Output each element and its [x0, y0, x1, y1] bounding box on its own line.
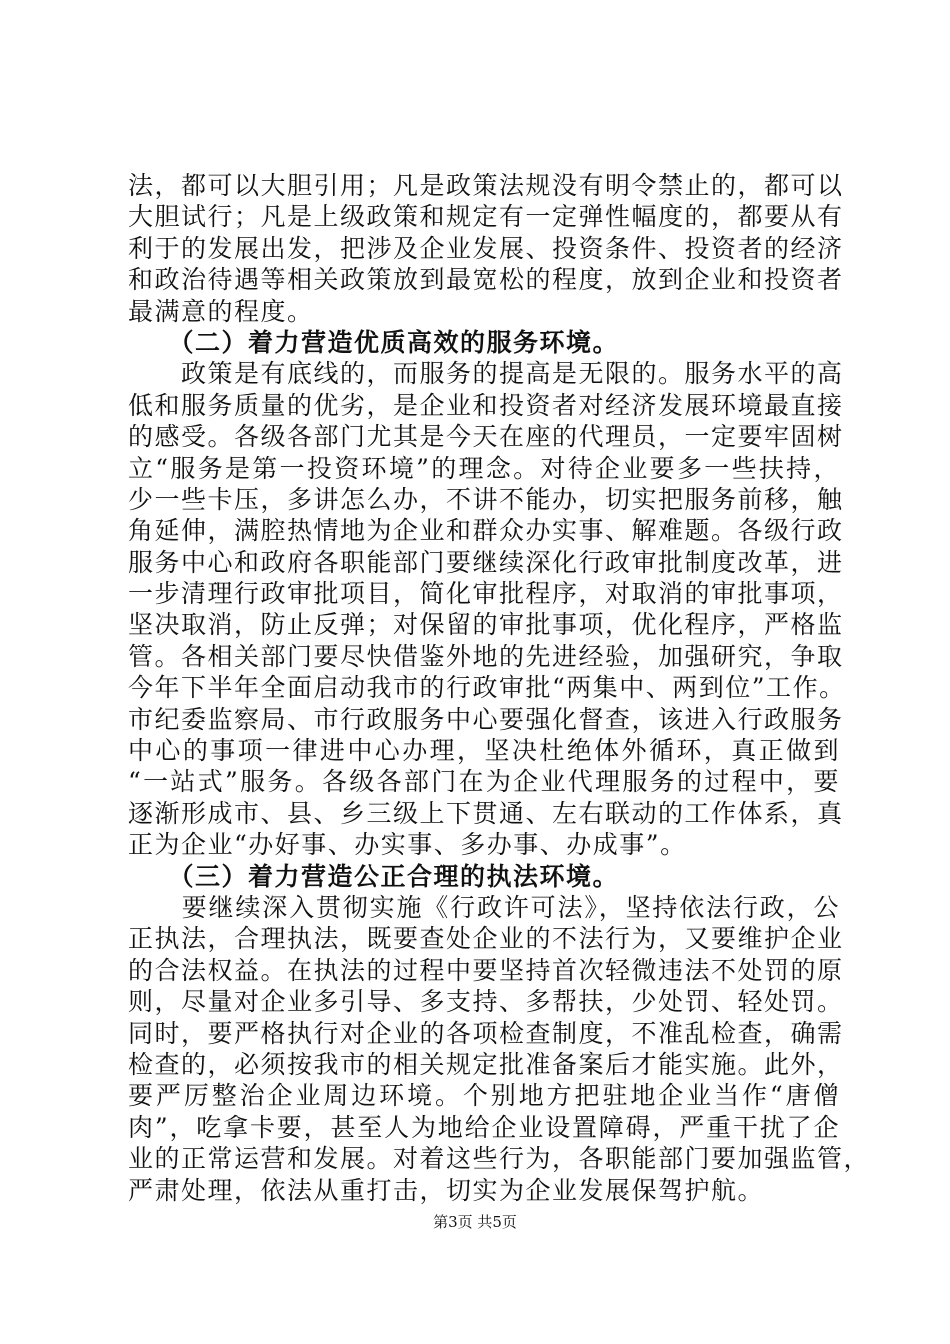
section-heading: （二）着力营造优质高效的服务环境。	[128, 327, 620, 357]
text-line: 的合法权益。在执法的过程中要坚持首次轻微违法不处罚的原	[128, 955, 844, 985]
text-line: 中心的事项一律进中心办理，坚决杜绝体外循环，真正做到	[128, 736, 840, 766]
text-line: 少一些卡压，多讲怎么办，不讲不能办，切实把服务前移，触	[128, 484, 844, 514]
text-line: 肉”，吃拿卡要，甚至人为地给企业设置障碍，严重干扰了企	[128, 1112, 840, 1142]
text-line: 角延伸，满腔热情地为企业和群众办实事、解难题。各级行政	[128, 516, 844, 546]
text-line: 利于的发展出发，把涉及企业发展、投资条件、投资者的经济	[128, 233, 844, 263]
page-footer: 第3页 共5页	[433, 1213, 517, 1231]
text-line: 的感受。各级各部门尤其是今天在座的代理员，一定要牢固树	[128, 422, 844, 452]
text-line: 管。各相关部门要尽快借鉴外地的先进经验，加强研究，争取	[128, 641, 844, 671]
text-line: 今年下半年全面启动我市的行政审批“两集中、两到位”工作。	[128, 673, 846, 703]
text-line: 严肃处理，依法从重打击，切实为企业发展保驾护航。	[128, 1175, 765, 1205]
text-line: 一步清理行政审批项目，简化审批程序，对取消的审批事项，	[128, 579, 844, 609]
text-line: 和政治待遇等相关政策放到最宽松的程度，放到企业和投资者	[128, 265, 844, 295]
text-line: 则，尽量对企业多引导、多支持、多帮扶，少处罚、轻处罚。	[128, 987, 844, 1017]
text-line: “一站式”服务。各级各部门在为企业代理服务的过程中，要	[128, 767, 840, 797]
text-line: 大胆试行；凡是上级政策和规定有一定弹性幅度的，都要从有	[128, 202, 844, 232]
text-line: 正为企业“办好事、办实事、多办事、办成事”。	[128, 830, 687, 860]
text-line: 要继续深入贯彻实施《行政许可法》，坚持依法行政，公	[128, 892, 840, 922]
text-line: 业的正常运营和发展。对着这些行为，各职能部门要加强监管，	[128, 1144, 871, 1174]
text-line: 逐渐形成市、县、乡三级上下贯通、左右联动的工作体系，真	[128, 798, 844, 828]
text-line: 法，都可以大胆引用；凡是政策法规没有明令禁止的，都可以	[128, 171, 844, 200]
text-line: 立“服务是第一投资环境”的理念。对待企业要多一些扶持，	[128, 453, 840, 483]
text-line: 坚决取消，防止反弹；对保留的审批事项，优化程序，严格监	[128, 610, 844, 640]
text-line: 同时，要严格执行对企业的各项检查制度，不准乱检查，确需	[128, 1018, 844, 1048]
text-line: 市纪委监察局、市行政服务中心要强化督查，该进入行政服务	[128, 704, 844, 734]
section-heading: （三）着力营造公正合理的执法环境。	[128, 861, 620, 891]
text-line: 正执法，合理执法，既要查处企业的不法行为，又要维护企业	[128, 924, 844, 954]
text-line: 最满意的程度。	[128, 296, 314, 326]
text-line: 服务中心和政府各职能部门要继续深化行政审批制度改革，进	[128, 547, 844, 577]
text-line: 政策是有底线的，而服务的提高是无限的。服务水平的高	[128, 359, 844, 389]
document-body	[128, 170, 871, 1206]
text-line: 检查的，必须按我市的相关规定批准备案后才能实施。此外，	[128, 1049, 844, 1079]
text-line: 低和服务质量的优劣，是企业和投资者对经济发展环境最直接	[128, 390, 844, 420]
text-line: 要严厉整治企业周边环境。个别地方把驻地企业当作“唐僧	[128, 1081, 840, 1111]
